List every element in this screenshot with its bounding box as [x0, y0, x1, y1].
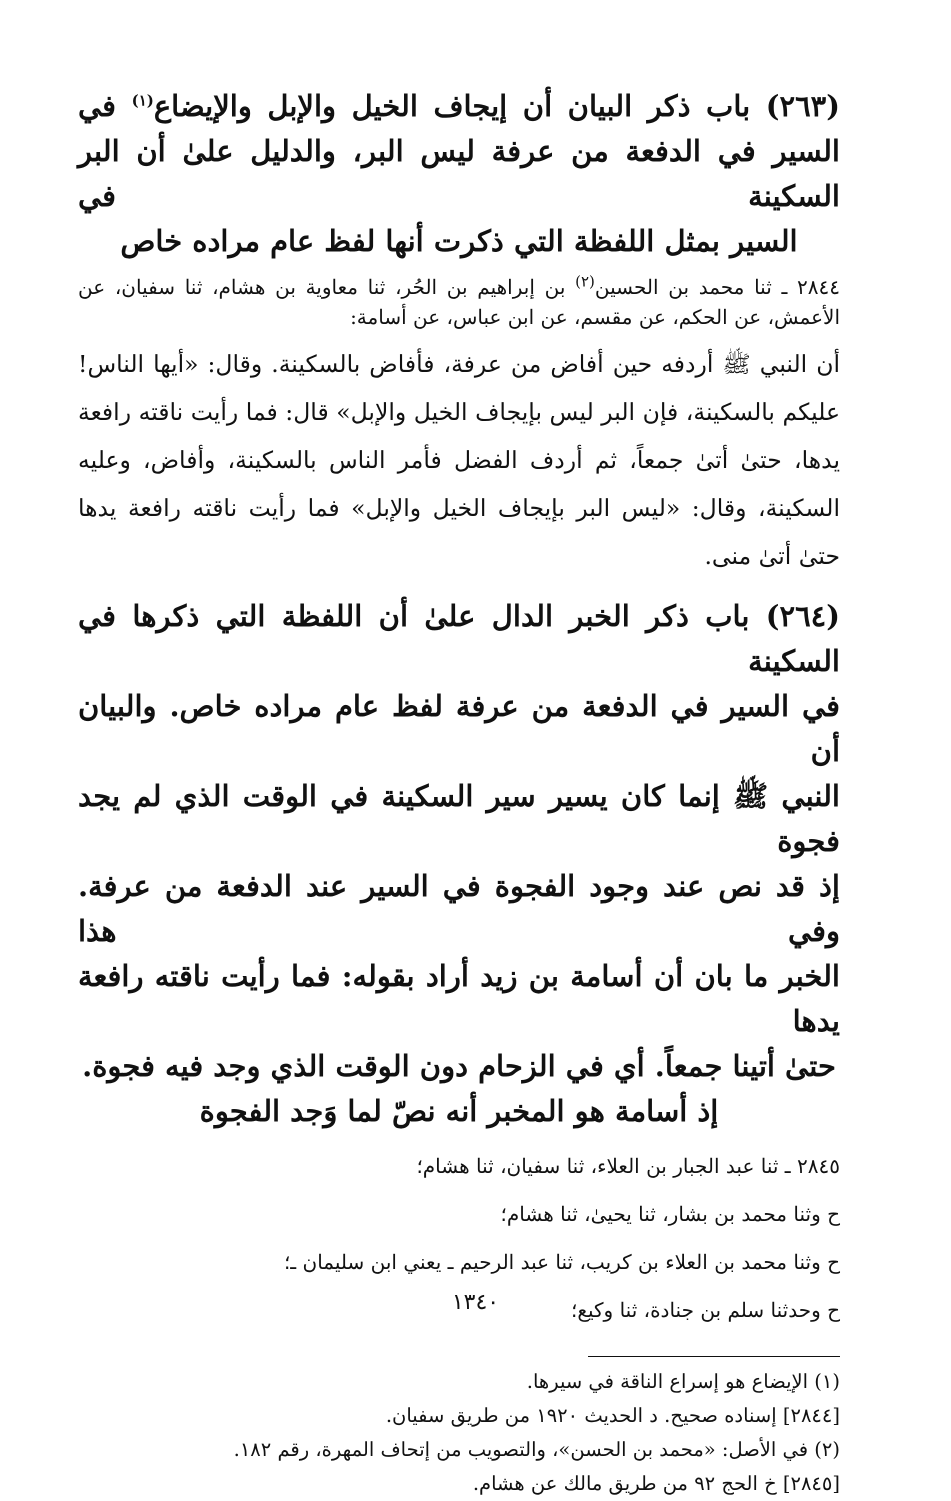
heading-line: السير بمثل اللفظة التي ذكرت أنها لفظ عام مراده خاص — [120, 224, 798, 258]
footnotes — [78, 1365, 840, 1501]
heading-line: إذ أسامة هو المخبر أنه نصّ لما وَجد الفجوة — [199, 1094, 719, 1128]
heading-line: (٢٦٣) باب ذكر البيان أن إيجاف الخيل والإبل والإيضاع$^{(١)}$ في — [78, 89, 840, 123]
heading-line: السير في الدفعة من عرفة ليس البر، والدليل علىٰ أن البر السكينة في — [78, 134, 840, 213]
hadith-2844-text: أن النبي ﷺ أردفه حين أفاض من عرفة، فأفاض بالسكينة. وقال: «أيها الناس! عليكم بالسكينة، فإن البر ليس بإيجاف الخيل والإبل» قال: فما رأيت ناقته رافعة يدها، حتىٰ أتىٰ جمعاً، ثم أردف الفضل فأمر الناس بالسكينة، وأفاض، وعليه السكينة، وقال: «ليس البر بإيجاف الخيل والإبل» فما رأيت ناقته رافعة يدها حتىٰ أتىٰ منى. — [78, 350, 840, 570]
footnote: (١) الإيضاع هو إسراع الناقة في سيرها. — [526, 1370, 840, 1393]
chain-line: ح وثنا محمد بن بشار، ثنا يحيىٰ، ثنا هشام؛ — [500, 1202, 840, 1226]
chain-line: ح وحدثنا سلم بن جنادة، ثنا وكيع؛ — [571, 1298, 840, 1322]
footnote: [٢٨٤٤] إسناده صحيح. د الحديث ١٩٢٠ من طريق سفيان. — [385, 1404, 840, 1427]
chapter-264-heading — [78, 594, 840, 1134]
chapter-263-heading — [78, 84, 840, 264]
heading-line: إذ قد نص عند وجود الفجوة في السير عند الدفعة من عرفة. وفي هذا — [78, 869, 840, 948]
heading-line: حتىٰ أتينا جمعاً. أي في الزحام دون الوقت الذي وجد فيه فجوة. — [82, 1049, 836, 1083]
page-number: ١٣٤٠ — [451, 1290, 500, 1315]
footnote: [٢٨٤٥] خ الحج ٩٢ من طريق مالك عن هشام. — [472, 1472, 840, 1495]
footnote-mark: (١) — [131, 91, 154, 110]
hadith-2844-isnad: ٢٨٤٤ ـ ثنا محمد بن الحسين$^{(٢)}$ بن إبراهيم بن الحُر، ثنا معاوية بن هشام، ثنا سفيان، عن الأعمش، عن الحكم، عن مقسم، عن ابن عباس، عن أسامة: — [78, 272, 840, 329]
heading-line: في السير في الدفعة من عرفة لفظ عام مراده خاص. والبيان أن — [78, 689, 840, 768]
footnote-mark: (٢) — [575, 272, 595, 291]
page-content — [78, 70, 840, 1501]
chain-line: ٢٨٤٥ ـ ثنا عبد الجبار بن العلاء، ثنا سفيان، ثنا هشام؛ — [416, 1154, 840, 1178]
heading-line: (٢٦٤) باب ذكر الخبر الدال علىٰ أن اللفظة التي ذكرها في السكينة — [78, 599, 840, 678]
chain-line: ح وثنا محمد بن العلاء بن كريب، ثنا عبد الرحيم ـ يعني ابن سليمان ـ؛ — [283, 1250, 840, 1274]
heading-line: الخبر ما بان أن أسامة بن زيد أراد بقوله: فما رأيت ناقته رافعة يدها — [78, 959, 840, 1038]
heading-line: النبي ﷺ إنما كان يسير سير السكينة في الوقت الذي لم يجد فجوة — [78, 779, 840, 858]
footnote-divider — [588, 1356, 840, 1357]
footnote: (٢) في الأصل: «محمد بن الحسن»، والتصويب من إتحاف المهرة، رقم ١٨٢. — [233, 1438, 840, 1461]
